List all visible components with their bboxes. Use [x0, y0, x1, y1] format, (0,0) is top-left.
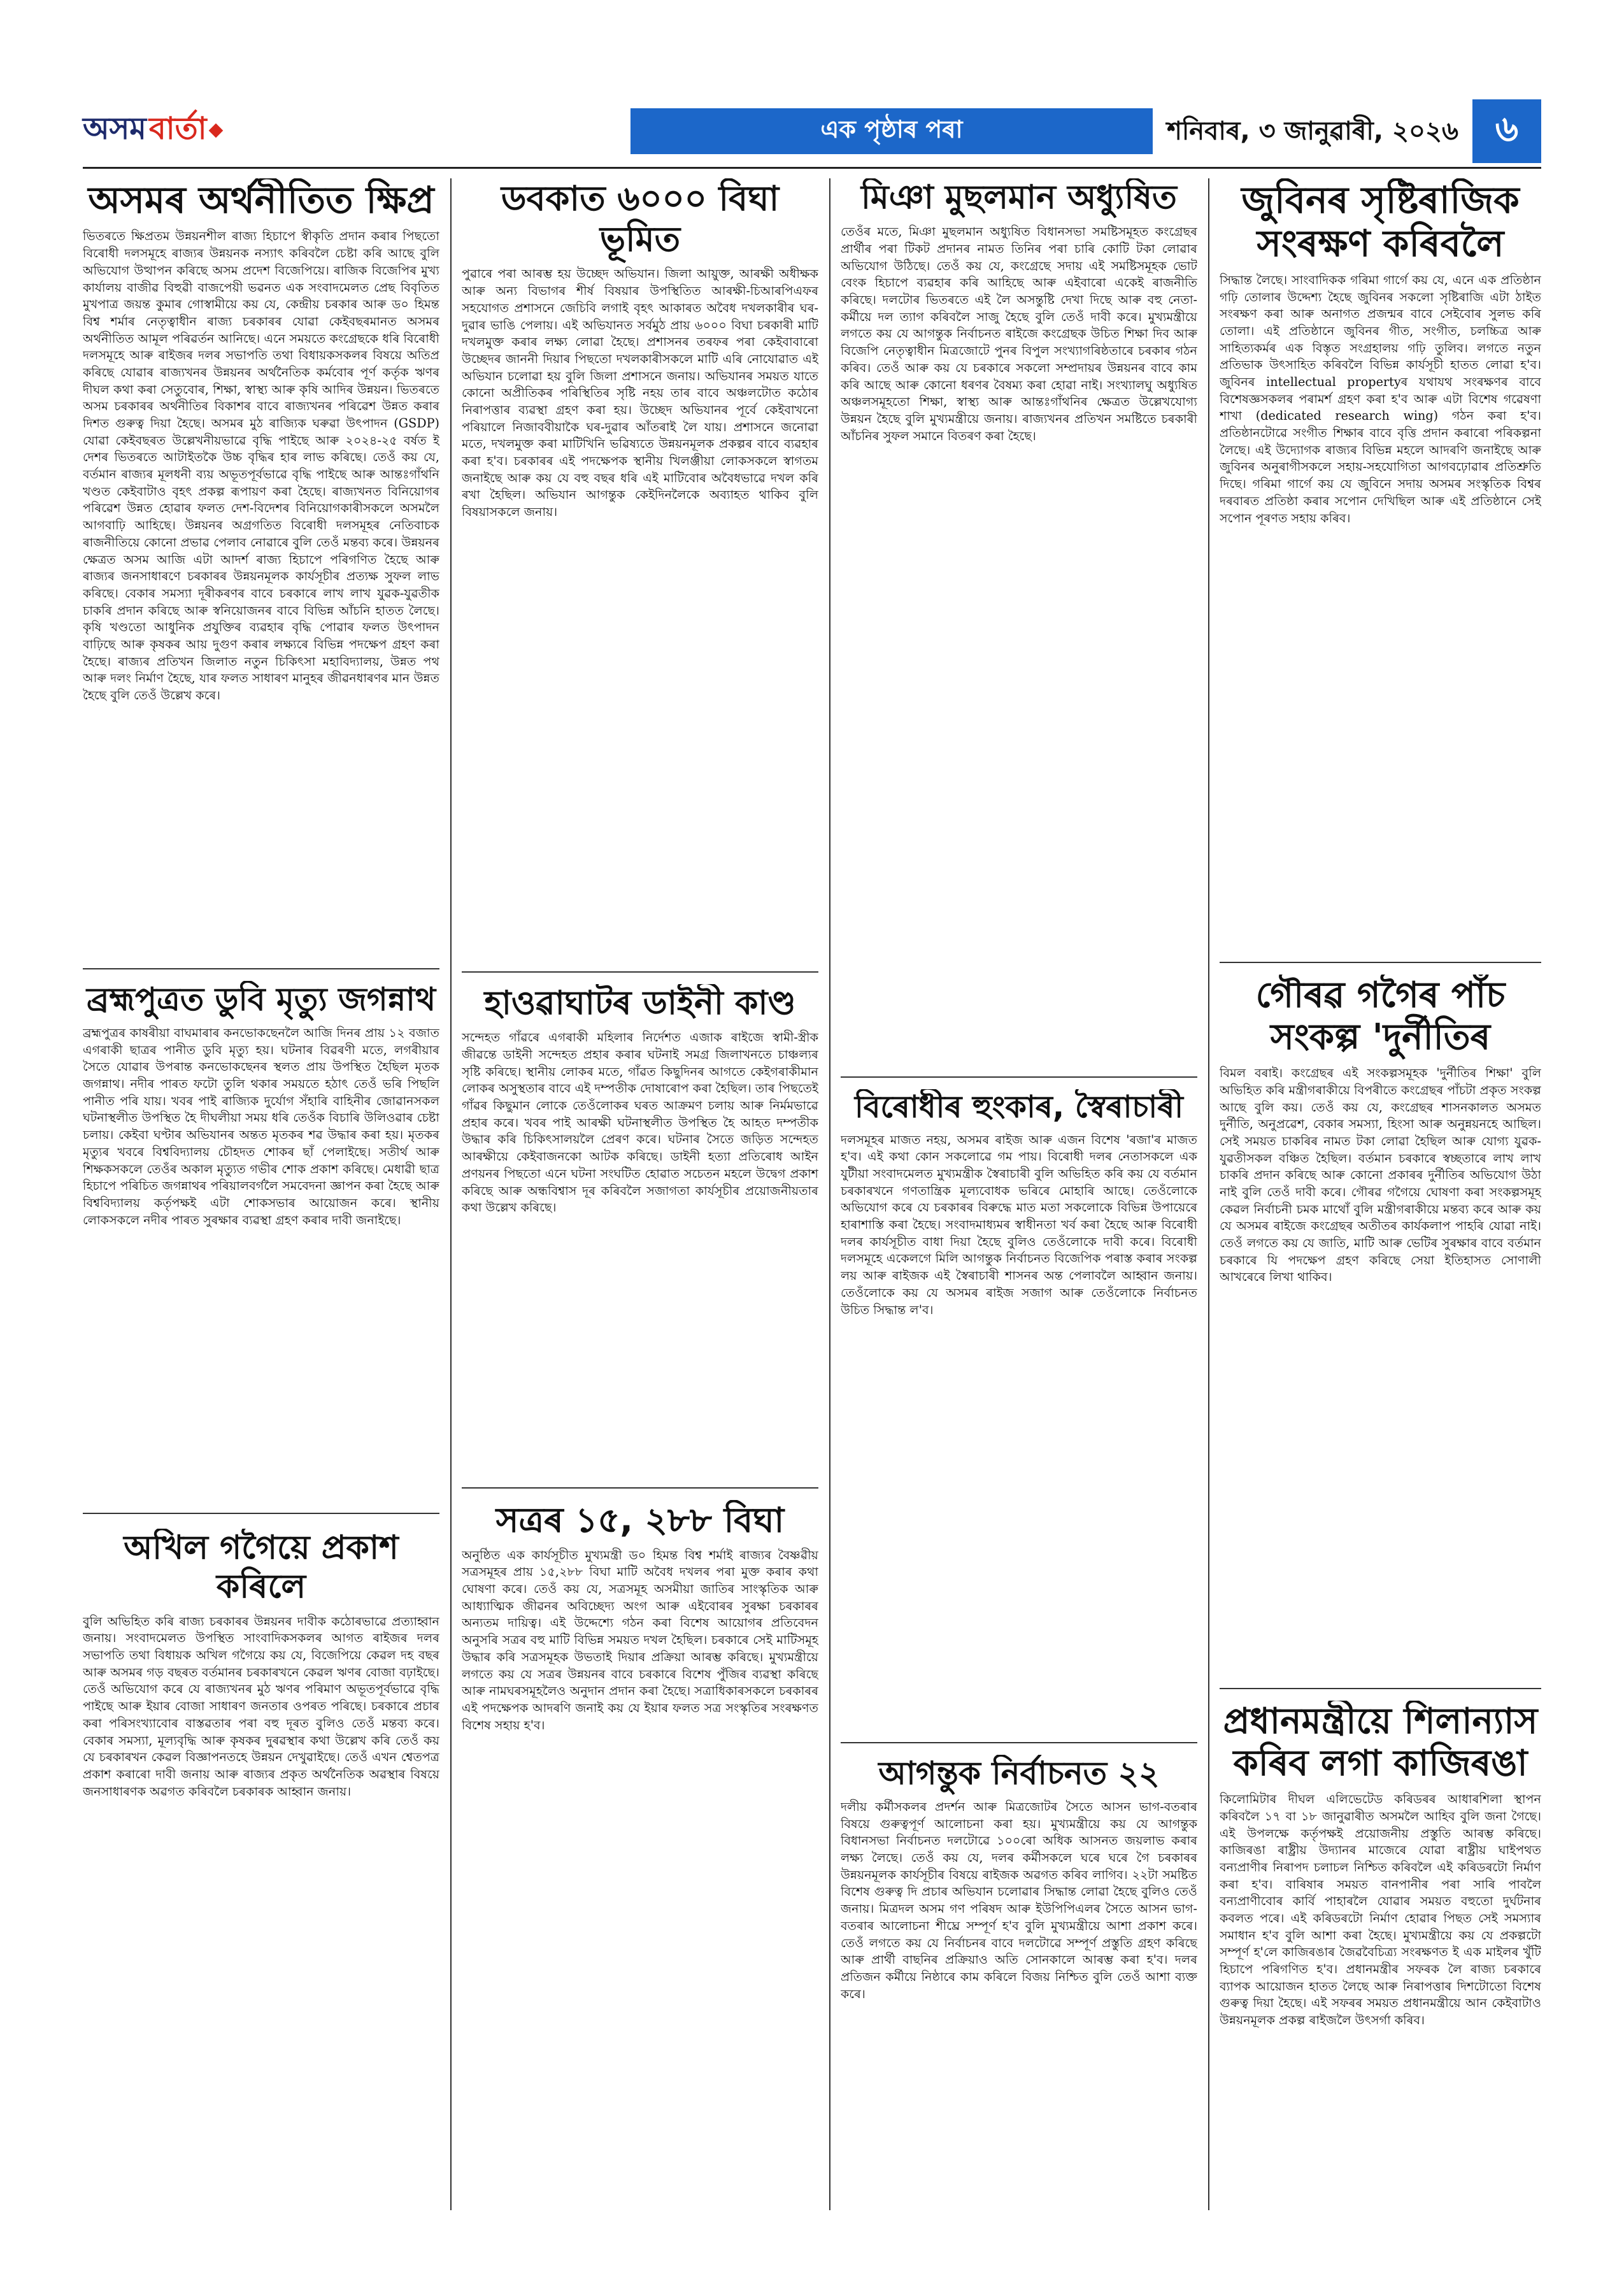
- article-pm: [1220, 1701, 1541, 2204]
- column-divider: [1220, 962, 1541, 963]
- column-rule: [829, 178, 830, 2210]
- article-satra: [462, 1500, 818, 2204]
- headline: মিঞা মুছলমান অধ্যুষিত: [861, 178, 1177, 217]
- column-rule: [1208, 178, 1209, 2210]
- column-divider: [462, 971, 818, 973]
- article-dacoit: [462, 178, 818, 962]
- masthead: [83, 96, 1541, 166]
- article-body: ভিতৰতে ক্ষিপ্ৰতম উন্নয়নশীল ৰাজ্য হিচাপে স্বীকৃতি প্ৰদান কৰাৰ পিছতো বিৰোধী দলসমূহে ৰাজ্যৰ উন্নয়নক নস্যাৎ কৰিবলৈ চেষ্টা কৰি আছে বুলি অভিযোগ উত্থাপন কৰিছে অসম প্ৰদেশ বিজেপিয়ে। ৰাজিক বিজেপিৰ মুখ্য কাৰ্যালয় বাজীৱ বিহুৱী বাজপেয়ী ভৱনত এক সংবাদমেলত প্ৰেছ বিবৃতিত মুখপাত্ৰ জয়ন্ত কুমাৰ গোস্বামীয়ে কয় যে, কেন্দ্ৰীয় চৰকাৰ আৰু ড০ হিমন্ত বিশ্ব শৰ্মাৰ নেতৃত্বাধীন ৰাজ্য চৰকাৰৰ যোৱা কেইবছৰমানত অসমৰ অৰ্থনীতিত আমূল পৰিৱৰ্তন আনিছে। এনে সময়তে কংগ্ৰেছকে ধৰি বিৰোধী দলসমূহে আৰু ৰাইজৰ দলৰ সভাপতি তথা বিধায়কসকলৰ বিষয়ে অতিপ্ৰ কৰিছে যোৱাৰ ৰাজ্যখনৰ উন্নয়নৰ অৰ্থনৈতিক কৰ্মবোৰ পূৰ্ণ কৰ্তৃক ঋণৰ দীঘল কথা কৰা সেতুবোৰ, শিক্ষা, স্বাস্থ্য আৰু কৃষি আদিৰ উন্নয়ন। ভিতৰতে অসম চৰকাৰৰ অৰ্থনীতিৰ বিকাশৰ বাবে ৰাজ্যখনৰ পৰিৱেশ উন্নত কৰাৰ দিশত গুৰুত্ব দিয়া হৈছে। অসমৰ মুঠ ৰাজ্যিক ঘৰুৱা উৎপাদন (GSDP) যোৱা কেইবছৰত উল্লেখনীয়ভাৱে বৃদ্ধি পাইছে আৰু ২০২৪-২৫ বৰ্ষত ই দেশৰ ভিতৰতে আটাইতকৈ উচ্চ বৃদ্ধিৰ হাৰ লাভ কৰিছে। তেওঁ কয় যে, বৰ্তমান ৰাজ্যৰ মূলধনী ব্যয় অভূতপূৰ্বভাৱে বৃদ্ধি পাইছে আৰু আন্তঃগাঁথনি খণ্ডত কেইবাটাও বৃহৎ প্ৰকল্প ৰূপায়ণ কৰা হৈছে। ৰাজ্যখনত বিনিয়োগৰ পৰিৱেশ উন্নত হোৱাৰ ফলত দেশ-বিদেশৰ বিনিয়োগকাৰীসকলে অসমলৈ আগবাঢ়ি আহিছে। উন্নয়নৰ অগ্ৰগতিত বিৰোধী দলসমূহৰ নেতিবাচক ৰাজনীতিয়ে কোনো প্ৰভাৱ পেলাব নোৱাৰে বুলি তেওঁ মন্তব্য কৰে। উন্নয়নৰ ক্ষেত্ৰত অসম আজি এটা আদৰ্শ ৰাজ্য হিচাপে পৰিগণিত হৈছে আৰু ৰাজ্যৰ জনসাধাৰণে চৰকাৰৰ উন্নয়নমূলক কাৰ্যসূচীৰ প্ৰত্যক্ষ সুফল লাভ কৰিছে। বেকাৰ সমস্যা দূৰীকৰণৰ বাবে চৰকাৰে লাখ লাখ যুৱক-যুৱতীক চাকৰি প্ৰদান কৰিছে আৰু স্বনিয়োজনৰ বাবে বিভিন্ন আঁচনি হাতত লৈছে। কৃষি খণ্ডতো আধুনিক প্ৰযুক্তিৰ ব্যৱহাৰ বৃদ্ধি পোৱাৰ ফলত উৎপাদন বাঢ়িছে আৰু কৃষকৰ আয় দুগুণ কৰাৰ লক্ষ্যৰে বিভিন্ন পদক্ষেপ গ্ৰহণ কৰা হৈছে। ৰাজ্যৰ প্ৰতিখন জিলাত নতুন চিকিৎসা মহাবিদ্যালয়, উন্নত পথ আৰু দলং নিৰ্মাণ হৈছে, যাৰ ফলত সাধাৰণ মানুহৰ জীৱনধাৰণৰ মান উন্নত হৈছে বুলি তেওঁ উল্লেখ কৰে।: [83, 229, 439, 703]
- article-body: ব্ৰহ্মপুত্ৰৰ কাষৰীয়া বাঘমাৰাৰ কনভোকছেনলৈ আজি দিনৰ প্ৰায় ১২ বজাত এগৰাকী ছাত্ৰৰ পানীত ডুবি মৃত্যু হয়। ঘটনাৰ বিৱৰণী মতে, লগৰীয়াৰ সৈতে যোৱাৰ উপৰান্ত কনভোকছেনৰ স্থলত প্ৰায় উপস্থিত হৈছিল মৃতক জগন্নাথ। নদীৰ পাৰত ফটো তুলি থকাৰ সময়তে হঠাৎ তেওঁ ভৰি পিছলি পানীত পৰি যায়। খবৰ পাই ৰাজ্যিক দুৰ্যোগ সঁহাৰি বাহিনীৰ জোৱানসকল ঘটনাস্থলীত উপস্থিত হৈ দীঘলীয়া সময় ধৰি তেওঁক বিচাৰি উলিওৱাৰ চেষ্টা চলায়। কেইবা ঘণ্টাৰ অভিযানৰ অন্তত মৃতকৰ শৱ উদ্ধাৰ কৰা হয়। মৃতকৰ মৃত্যুৰ খবৰে বিশ্ববিদ্যালয় চৌহদত শোকৰ ছাঁ পেলাইছে। সতীৰ্থ আৰু শিক্ষকসকলে তেওঁৰ অকাল মৃত্যুত গভীৰ শোক প্ৰকাশ কৰিছে। মেধাৱী ছাত্ৰ হিচাপে পৰিচিত জগন্নাথৰ পৰিয়ালবৰ্গলৈ সমবেদনা জ্ঞাপন কৰা হৈছে আৰু বিশ্ববিদ্যালয় কৰ্তৃপক্ষই এটা শোকসভাৰ আয়োজন কৰে। স্থানীয় লোকসকলে নদীৰ পাৰত সুৰক্ষাৰ ব্যৱস্থা গ্ৰহণ কৰাৰ দাবী জনাইছে।: [83, 1025, 439, 1227]
- logo-part1: অসম: [83, 110, 146, 146]
- column-divider: [841, 1076, 1197, 1078]
- headline: গৌৰৱ গগৈৰ পাঁচ সংকল্প 'দুৰ্নীতিৰ: [1255, 975, 1506, 1059]
- article-body: কিলোমিটাৰ দীঘল এলিভেটেড কৰিডৰৰ আধাৰশিলা স্থাপন কৰিবলৈ ১৭ বা ১৮ জানুৱাৰীত অসমলৈ আহিব বুলি জনা গৈছে। এই উপলক্ষে কৰ্তৃপক্ষই প্ৰয়োজনীয় প্ৰস্তুতি আৰম্ভ কৰিছে। কাজিৰঙা ৰাষ্ট্ৰীয় উদ্যানৰ মাজেৰে যোৱা ৰাষ্ট্ৰীয় ঘাইপথত বন্যপ্ৰাণীৰ নিৰাপদ চলাচল নিশ্চিত কৰিবলৈ এই কৰিডৰটো নিৰ্মাণ কৰা হ'ব। বাৰিষাৰ সময়ত বানপানীৰ পৰা সাৰি পাবলৈ বন্যপ্ৰাণীবোৰ কাৰ্বি পাহাৰলৈ যোৱাৰ সময়ত বহুতো দুৰ্ঘটনাৰ কবলত পৰে। এই কৰিডৰটো নিৰ্মাণ হোৱাৰ পিছত সেই সমস্যাৰ সমাধান হ'ব বুলি আশা কৰা হৈছে। মুখ্যমন্ত্ৰীয়ে কয় যে প্ৰকল্পটো সম্পূৰ্ণ হ'লে কাজিৰঙাৰ জৈৱবৈচিত্ৰ্য সংৰক্ষণত ই এক মাইলৰ খুঁটি হিচাপে পৰিগণিত হ'ব। প্ৰধানমন্ত্ৰীৰ সফৰক লৈ ৰাজ্য চৰকাৰে ব্যাপক আয়োজন হাতত লৈছে আৰু নিৰাপত্তাৰ দিশটোতো বিশেষ গুৰুত্ব দিয়া হৈছে। এই সফৰৰ সময়ত প্ৰধানমন্ত্ৰীয়ে আন কেইবাটাও উন্নয়নমূলক প্ৰকল্প ৰাইজলৈ উৎসৰ্গা কৰিব।: [1220, 1792, 1541, 2028]
- page-number: ৬: [1472, 99, 1541, 163]
- article-body: সন্দেহত গাঁৱৰে এগৰাকী মহিলাৰ নিৰ্দেশত এজাক ৰাইজে স্বামী-স্ত্ৰীক জীৱন্তে ডাইনী সন্দেহত প্ৰহাৰ কৰাৰ ঘটনাই সমগ্ৰ জিলাখনতে চাঞ্চল্যৰ সৃষ্টি কৰিছে। স্থানীয় লোকৰ মতে, গাঁৱত কিছুদিনৰ আগতে কেইগৰাকীমান লোকৰ অসুস্থতাৰ বাবে এই দম্পতীক দোষাৰোপ কৰা হৈছিল। তাৰ পিছতেই গাঁৱৰ কিছুমান লোকে তেওঁলোকৰ ঘৰত আক্ৰমণ চলায় আৰু নিৰ্মমভাৱে প্ৰহাৰ কৰে। খবৰ পাই আৰক্ষী ঘটনাস্থলীত উপস্থিত হৈ আহত দম্পতীক উদ্ধাৰ কৰি চিকিৎসালয়লৈ প্ৰেৰণ কৰে। ঘটনাৰ সৈতে জড়িত সন্দেহত আৰক্ষীয়ে কেইবাজনকো আটক কৰিছে। ডাইনী হত্যা প্ৰতিৰোধ আইন প্ৰণয়নৰ পিছতো এনে ঘটনা সংঘটিত হোৱাত সচেতন মহলে উদ্বেগ প্ৰকাশ কৰিছে আৰু অন্ধবিশ্বাস দূৰ কৰিবলৈ সজাগতা কাৰ্যসূচীৰ প্ৰয়োজনীয়তাৰ কথা উল্লেখ কৰিছে।: [462, 1030, 818, 1215]
- column-rule: [450, 178, 452, 2210]
- headline: জুবিনৰ সৃষ্টিৰাজিক সংৰক্ষণ কৰিবলৈ: [1241, 178, 1520, 266]
- article-economy: [83, 178, 439, 949]
- headline: ডবকাত ৬০০০ বিঘা ভূমিত: [501, 178, 780, 259]
- headline: হাওৱাঘাটৰ ডাইনী কাণ্ড: [484, 984, 796, 1022]
- article-miya: [841, 178, 1197, 1064]
- article-birodhi: [841, 1089, 1197, 1732]
- logo-diamond-icon: [208, 124, 223, 138]
- column-divider: [83, 1513, 439, 1514]
- article-haowa: [462, 984, 818, 1478]
- article-election: [841, 1755, 1197, 2204]
- article-body: সিদ্ধান্ত লৈছে। সাংবাদিকক গৰিমা গাৰ্গে কয় যে, এনে এক প্ৰতিষ্ঠান গঢ়ি তোলাৰ উদ্দেশ্য হৈছে জুবিনৰ সকলো সৃষ্টিৰাজি এটা ঠাইত সংৰক্ষণ কৰা আৰু অনাগত প্ৰজন্মৰ বাবে সেইবোৰ সুলভ কৰি তোলা। এই প্ৰতিষ্ঠানে জুবিনৰ গীত, সংগীত, চলচ্চিত্ৰ আৰু সাহিত্যকৰ্মৰ এক বিস্তৃত সংগ্ৰহালয় গঢ়ি তুলিব। লগতে নতুন প্ৰতিভাক উৎসাহিত কৰিবলৈ বিভিন্ন কাৰ্যসূচী হাতত লোৱা হ'ব। জুবিনৰ intellectual propertyৰ যথাযথ সংৰক্ষণৰ বাবে বিশেষজ্ঞসকলৰ পৰামৰ্শ গ্ৰহণ কৰা হ'ব আৰু এটা বিশেষ গৱেষণা শাখা (dedicated research wing) গঠন কৰা হ'ব। প্ৰতিষ্ঠানটোৱে সংগীত শিক্ষাৰ বাবে বৃত্তি প্ৰদান কৰাৰো পৰিকল্পনা লৈছে। এই উদ্যোগক ৰাজ্যৰ বিভিন্ন মহলে আদৰণি জনাইছে আৰু জুবিনৰ অনুৰাগীসকলে সহায়-সহযোগিতা আগবঢ়োৱাৰ প্ৰতিশ্ৰুতি দিছে। গৰিমা গাৰ্গে কয় যে জুবিনে সদায় অসমৰ সংস্কৃতিক বিশ্বৰ দৰবাৰত প্ৰতিষ্ঠা কৰাৰ সপোন দেখিছিল আৰু এই প্ৰতিষ্ঠানে সেই সপোন পূৰণত সহায় কৰিব।: [1220, 272, 1541, 525]
- article-body: অনুষ্ঠিত এক কাৰ্যসূচীত মুখ্যমন্ত্ৰী ড০ হিমন্ত বিশ্ব শৰ্মাই ৰাজ্যৰ বৈষ্ণৱীয় সত্ৰসমূহৰ প্ৰায় ১৫,২৮৮ বিঘা মাটি অবৈধ দখলৰ পৰা মুক্ত কৰাৰ কথা ঘোষণা কৰে। তেওঁ কয় যে, সত্ৰসমূহ অসমীয়া জাতিৰ সাংস্কৃতিক আৰু আধ্যাত্মিক জীৱনৰ অবিচ্ছেদ্য অংগ আৰু এইবোৰৰ সুৰক্ষা চৰকাৰৰ অন্যতম দায়িত্ব। এই উদ্দেশ্যে গঠন কৰা বিশেষ আয়োগৰ প্ৰতিবেদন অনুসৰি সত্ৰৰ বহু মাটি বিভিন্ন সময়ত দখল হৈছিল। চৰকাৰে সেই মাটিসমূহ উদ্ধাৰ কৰি সত্ৰসমূহক উভতাই দিয়াৰ প্ৰক্ৰিয়া আৰম্ভ কৰিছে। মুখ্যমন্ত্ৰীয়ে লগতে কয় যে সত্ৰৰ উন্নয়নৰ বাবে চৰকাৰে বিশেষ পুঁজিৰ ব্যৱস্থা কৰিছে আৰু নামঘৰসমূহলৈও অনুদান প্ৰদান কৰা হৈছে। সত্ৰাধিকাৰসকলে চৰকাৰৰ এই পদক্ষেপক আদৰণি জনাই কয় যে ইয়াৰ ফলত সত্ৰ সংস্কৃতিৰ সংৰক্ষণত বিশেষ সহায় হ'ব।: [462, 1547, 818, 1732]
- column-divider: [462, 1487, 818, 1489]
- article-gaurav: [1220, 975, 1541, 1678]
- headline: আগন্তুক নিৰ্বাচনত ২২: [878, 1755, 1160, 1792]
- article-body: তেওঁৰ মতে, মিঞা মুছলমান অধ্যুষিত বিধানসভা সমষ্টিসমূহত কংগ্ৰেছৰ প্ৰাৰ্থীৰ পৰা টিকট প্ৰদানৰ নামত তিনিৰ পৰা চাৰি কোটি টকা লোৱাৰ অভিযোগ উঠিছে। তেওঁ কয় যে, কংগ্ৰেছে সদায় এই সমষ্টিসমূহক ভোট বেংক হিচাপে ব্যৱহাৰ কৰি আহিছে আৰু এইবাৰো একেই ৰাজনীতি কৰিছে। দলটোৰ ভিতৰতে এই লৈ অসন্তুষ্টি দেখা দিছে আৰু বহু নেতা-কৰ্মীয়ে দল ত্যাগ কৰিবলৈ সাজু হৈছে বুলি তেওঁ দাবী কৰে। মুখ্যমন্ত্ৰীয়ে লগতে কয় যে আগন্তুক নিৰ্বাচনত ৰাইজে কংগ্ৰেছক উচিত শিক্ষা দিব আৰু বিজেপি নেতৃত্বাধীন মিত্ৰজোটে পুনৰ বিপুল সংখ্যাগৰিষ্ঠতাৰে চৰকাৰ গঠন কৰিব। তেওঁ আৰু কয় যে চৰকাৰে সকলো সম্প্ৰদায়ৰ উন্নয়নৰ বাবে কাম কৰি আছে আৰু কোনো ধৰণৰ বৈষম্য কৰা হোৱা নাই। সংখ্যালঘু অধ্যুষিত অঞ্চলসমূহতো শিক্ষা, স্বাস্থ্য আৰু আন্তঃগাঁথনিৰ ক্ষেত্ৰত উল্লেখযোগ্য উন্নয়ন হৈছে বুলি মুখ্যমন্ত্ৰীয়ে জনায়। ৰাজ্যখনৰ প্ৰতিখন সমষ্টিতে চৰকাৰী আঁচনিৰ সুফল সমানে বিতৰণ কৰা হৈছে।: [841, 224, 1197, 443]
- article-body: বিমল বৰাই। কংগ্ৰেছৰ এই সংকল্পসমূহক 'দুৰ্নীতিৰ শিক্ষা' বুলি অভিহিত কৰি মন্ত্ৰীগৰাকীয়ে বিপৰীতে কংগ্ৰেছৰ পাঁচটা প্ৰকৃত সংকল্প আছে বুলি কয়। তেওঁ কয় যে, কংগ্ৰেছৰ শাসনকালত অসমত দুৰ্নীতি, অনুপ্ৰৱেশ, বেকাৰ সমস্যা, হিংসা আৰু অনুন্নয়নহে আছিল। সেই সময়ত চাকৰিৰ নামত টকা লোৱা হৈছিল আৰু যোগ্য যুৱক-যুৱতীসকল বঞ্চিত হৈছিল। বৰ্তমান চৰকাৰে স্বচ্ছতাৰে লাখ লাখ চাকৰি প্ৰদান কৰিছে আৰু কোনো প্ৰকাৰৰ দুৰ্নীতিৰ অভিযোগ উঠা নাই বুলি তেওঁ দাবী কৰে। গৌৰৱ গগৈয়ে ঘোষণা কৰা সংকল্পসমূহ কেৱল নিৰ্বাচনী চমক মাথোঁ বুলি মন্ত্ৰীগৰাকীয়ে মন্তব্য কৰে আৰু কয় যে অসমৰ ৰাইজে কংগ্ৰেছৰ অতীতৰ কাৰ্যকলাপ পাহৰি যোৱা নাই। তেওঁ লগতে কয় যে জাতি, মাটি আৰু ভেটিৰ সুৰক্ষাৰ বাবে বৰ্তমান চৰকাৰে যি পদক্ষেপ গ্ৰহণ কৰিছে সেয়া ইতিহাসত সোণালী আখৰেৰে লিখা থাকিব।: [1220, 1066, 1541, 1285]
- section-banner: এক পৃষ্ঠাৰ পৰা: [630, 108, 1153, 154]
- headline: ব্ৰহ্মপুত্ৰত ডুবি মৃত্যু জগন্নাথ: [86, 981, 436, 1018]
- column-divider: [83, 968, 439, 969]
- column-divider: [841, 1742, 1197, 1743]
- article-brahmaputra: [83, 981, 439, 1497]
- masthead-rule: [83, 167, 1541, 169]
- article-body: দলসমূহৰ মাজত নহয়, অসমৰ ৰাইজ আৰু এজন বিশেষ 'ৰজা'ৰ মাজত হ'ব। এই কথা কোন সকলোৱে গম পায়। বিৰোধী দলৰ নেতাসকলে এক যুটীয়া সংবাদমেলত মুখ্যমন্ত্ৰীক স্বৈৰাচাৰী বুলি অভিহিত কৰি কয় যে বৰ্তমান চৰকাৰখনে গণতান্ত্ৰিক মূল্যবোধক ভৰিৰে মোহাৰি আছে। তেওঁলোকে অভিযোগ কৰে যে চৰকাৰৰ বিৰুদ্ধে মাত মতা সকলোকে বিভিন্ন উপায়েৰে হাৰাশাস্তি কৰা হৈছে। সংবাদমাধ্যমৰ স্বাধীনতা খৰ্ব কৰা হৈছে আৰু বিৰোধী দলৰ কাৰ্যসূচীত বাধা দিয়া হৈছে বুলিও তেওঁলোকে দাবী কৰে। বিৰোধী দলসমূহে একেলগে মিলি আগন্তুক নিৰ্বাচনত বিজেপিক পৰাস্ত কৰাৰ সংকল্প লয় আৰু ৰাইজক এই স্বৈৰাচাৰী শাসনৰ অন্ত পেলাবলৈ আহ্বান জনায়। তেওঁলোকে কয় যে অসমৰ ৰাইজ সজাগ আৰু তেওঁলোকে নিৰ্বাচনত উচিত সিদ্ধান্ত ল'ব।: [841, 1132, 1197, 1317]
- article-zubeen: [1220, 178, 1541, 952]
- headline: সত্ৰৰ ১৫, ২৮৮ বিঘা: [495, 1500, 785, 1540]
- newspaper-logo: [83, 105, 274, 156]
- article-body: বুলি অভিহিত কৰি ৰাজ্য চৰকাৰৰ উন্নয়নৰ দাবীক কঠোৰভাৱে প্ৰত্যাহ্বান জনায়। সংবাদমেলত উপস্থিত সাংবাদিকসকলৰ আগত ৰাইজৰ দলৰ সভাপতি তথা বিধায়ক অখিল গগৈয়ে কয় যে, বিজেপিয়ে কেৱল দহ বছৰ আৰু অসমৰ গড় বছৰত বৰ্তমানৰ চৰকাৰখনে কেৱল ঋণৰ বোজা বঢ়াইছে। তেওঁ অভিযোগ কৰে যে ৰাজ্যখনৰ মুঠ ঋণৰ পৰিমাণ অভূতপূৰ্বভাৱে বৃদ্ধি পাইছে আৰু ইয়াৰ বোজা সাধাৰণ জনতাৰ ওপৰত পৰিছে। চৰকাৰে প্ৰচাৰ কৰা পৰিসংখ্যাবোৰ বাস্তৱতাৰ পৰা বহু দূৰত বুলিও তেওঁ মন্তব্য কৰে। বেকাৰ সমস্যা, মূল্যবৃদ্ধি আৰু কৃষকৰ দুৰৱস্থাৰ কথা উল্লেখ কৰি তেওঁ কয় যে চৰকাৰখন কেৱল বিজ্ঞাপনতহে উন্নয়ন দেখুৱাইছে। তেওঁ এখন শ্বেতপত্ৰ প্ৰকাশ কৰাৰো দাবী জনায় আৰু ৰাজ্যৰ প্ৰকৃত অৰ্থনৈতিক অৱস্থাৰ বিষয়ে জনসাধাৰণক অৱগত কৰিবলৈ চৰকাৰক আহ্বান জনায়।: [83, 1613, 439, 1799]
- article-body: পুৱাৰে পৰা আৰম্ভ হয় উচ্ছেদ অভিযান। জিলা আয়ুক্ত, আৰক্ষী অধীক্ষক আৰু অন্য বিভাগৰ শীৰ্ষ বিষয়াৰ উপস্থিতিত আৰক্ষী-চিআৰপিএফৰ সহযোগত প্ৰশাসনে জেচিবি লগাই বৃহৎ আকাৰত অবৈধ দখলকাৰীৰ ঘৰ-দুৱাৰ ভাঙি পেলায়। এই অভিযানত সৰ্বমুঠ প্ৰায় ৬০০০ বিঘা চৰকাৰী মাটি দখলমুক্ত কৰাৰ লক্ষ্য লোৱা হৈছে। প্ৰশাসনৰ তৰফৰ পৰা কেইবাবাৰো উচ্ছেদৰ জাননী দিয়াৰ পিছতো দখলকাৰীসকলে মাটি এৰি নোযোৱাত এই অভিযান চলোৱা হয় বুলি জিলা প্ৰশাসনে জনায়। অভিযানৰ সময়ত যাতে কোনো অপ্ৰীতিকৰ পৰিস্থিতিৰ সৃষ্টি নহয় তাৰ বাবে অঞ্চলটোত কঠোৰ নিৰাপত্তাৰ ব্যৱস্থা গ্ৰহণ কৰা হয়। উচ্ছেদ অভিযানৰ পূৰ্বে কেইবাখনো পৰিয়ালে নিজাববীয়াকৈ ঘৰ-দুৱাৰ আঁতৰাই লৈ যায়। প্ৰশাসনে জনোৱা মতে, দখলমুক্ত কৰা মাটিখিনি ভৱিষ্যতে উন্নয়নমূলক প্ৰকল্পৰ বাবে ব্যৱহাৰ কৰা হ'ব। চৰকাৰৰ এই পদক্ষেপক স্থানীয় খিলঞ্জীয়া লোকসকলে স্বাগতম জনাইছে আৰু কয় যে বহু বছৰ ধৰি এই মাটিবোৰ অবৈধভাৱে দখল কৰি ৰখা হৈছিল। অভিযান আগন্তুক কেইদিনলৈকে অব্যাহত থাকিব বুলি বিষয়াসকলে জনায়।: [462, 266, 818, 520]
- headline: অখিল গগৈয়ে প্ৰকাশ কৰিলে: [124, 1529, 399, 1606]
- article-body: দলীয় কৰ্মীসকলৰ প্ৰদৰ্শন আৰু মিত্ৰজোটৰ সৈতে আসন ভাগ-বতৰাৰ বিষয়ে গুৰুত্বপূৰ্ণ আলোচনা কৰা হয়। মুখ্যমন্ত্ৰীয়ে কয় যে আগন্তুক বিধানসভা নিৰ্বাচনত দলটোৱে ১০০ৰো অধিক আসনত জয়লাভ কৰাৰ লক্ষ্য লৈছে। তেওঁ কয় যে, দলৰ কৰ্মীসকলে ঘৰে ঘৰে গৈ চৰকাৰৰ উন্নয়নমূলক কাৰ্যসূচীৰ বিষয়ে ৰাইজক অৱগত কৰিব লাগিব। ২২টা সমষ্টিত বিশেষ গুৰুত্ব দি প্ৰচাৰ অভিযান চলোৱাৰ সিদ্ধান্ত লোৱা হৈছে বুলিও তেওঁ জনায়। মিত্ৰদল অসম গণ পৰিষদ আৰু ইউপিপিএলৰ সৈতে আসন ভাগ-বতৰাৰ আলোচনা শীঘ্ৰে সম্পূৰ্ণ হ'ব বুলি মুখ্যমন্ত্ৰীয়ে আশা প্ৰকাশ কৰে। তেওঁ লগতে কয় যে নিৰ্বাচনৰ বাবে দলটোৱে সম্পূৰ্ণ প্ৰস্তুতি গ্ৰহণ কৰিছে আৰু প্ৰাৰ্থী বাছনিৰ প্ৰক্ৰিয়াও অতি সোনকালে আৰম্ভ কৰা হ'ব। দলৰ প্ৰতিজন কৰ্মীয়ে নিষ্ঠাৰে কাম কৰিলে বিজয় নিশ্চিত বুলি তেওঁ আশা ব্যক্ত কৰে।: [841, 1799, 1197, 2001]
- headline: অসমৰ অৰ্থনীতিত ক্ষিপ্ৰ: [88, 178, 434, 222]
- headline: বিৰোধীৰ হুংকাৰ, স্বৈৰাচাৰী: [855, 1089, 1183, 1125]
- dateline: শনিবাৰ, ৩ জানুৱাৰী, ২০২৬: [1167, 116, 1458, 146]
- logo-part2: বাৰ্তা: [148, 110, 207, 146]
- column-divider: [1220, 1688, 1541, 1689]
- headline: প্ৰধানমন্ত্ৰীয়ে শিলান্যাস কৰিব লগা কাজিৰঙা: [1223, 1701, 1538, 1785]
- article-akhil: [83, 1529, 439, 2204]
